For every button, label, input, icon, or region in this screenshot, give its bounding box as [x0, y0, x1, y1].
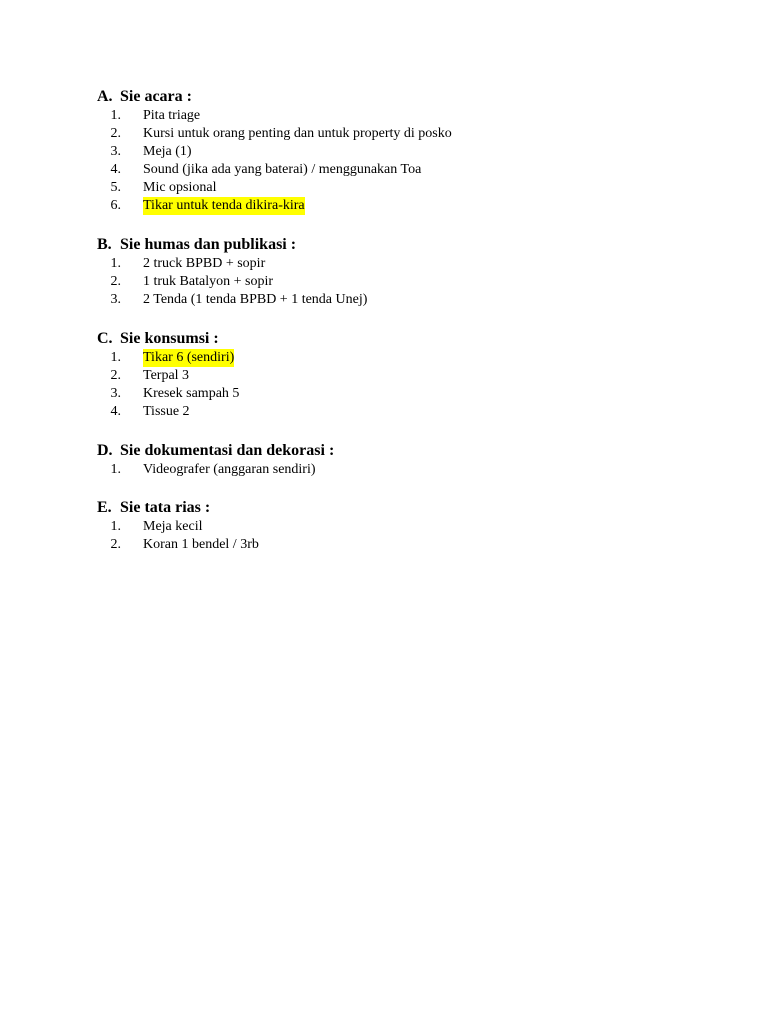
list-item	[97, 385, 717, 403]
list-item	[97, 518, 717, 536]
section-title: Sie dokumentasi dan dekorasi :	[120, 442, 335, 459]
item-text: Mic opsional	[143, 180, 217, 195]
section-sie-acara	[97, 87, 717, 215]
item-text: Terpal 3	[143, 368, 190, 383]
list-item	[97, 255, 717, 273]
item-number: 5.	[110, 180, 121, 195]
item-text: Pita triage	[143, 108, 201, 123]
section-heading	[97, 329, 717, 349]
list-item	[97, 179, 717, 197]
list-item	[97, 107, 717, 125]
section-title: Sie humas dan publikasi :	[120, 236, 297, 253]
list-item	[97, 161, 717, 179]
item-number: 1.	[110, 519, 121, 534]
section-sie-tata-rias	[97, 498, 717, 554]
section-heading	[97, 87, 717, 107]
item-text: 2 truck BPBD + sopir	[143, 256, 266, 271]
item-number: 6.	[110, 198, 121, 213]
item-number: 1.	[110, 108, 121, 123]
item-text: Meja (1)	[143, 144, 192, 159]
item-text: Meja kecil	[143, 519, 203, 534]
item-number: 1.	[110, 350, 121, 365]
item-text-highlighted: Tikar 6 (sendiri)	[143, 350, 235, 365]
section-letter: E.	[97, 499, 112, 516]
section-title: Sie tata rias :	[120, 499, 211, 516]
item-number: 4.	[110, 404, 121, 419]
list-item	[97, 197, 717, 215]
item-number: 3.	[110, 144, 121, 159]
section-heading	[97, 441, 717, 461]
section-heading	[97, 498, 717, 518]
list-item	[97, 273, 717, 291]
item-list	[97, 255, 717, 309]
item-number: 3.	[110, 386, 121, 401]
item-text: 2 Tenda (1 tenda BPBD + 1 tenda Unej)	[143, 292, 368, 307]
item-list	[97, 107, 717, 215]
list-item	[97, 461, 717, 479]
item-text: Tissue 2	[143, 404, 190, 419]
item-number: 2.	[110, 537, 121, 552]
section-sie-konsumsi	[97, 329, 717, 421]
item-text: Kresek sampah 5	[143, 386, 240, 401]
section-letter: A.	[97, 88, 113, 105]
section-letter: D.	[97, 442, 113, 459]
item-number: 1.	[110, 256, 121, 271]
item-list	[97, 518, 717, 554]
section-heading	[97, 235, 717, 255]
section-letter: C.	[97, 330, 113, 347]
item-number: 2.	[110, 368, 121, 383]
item-list	[97, 349, 717, 421]
item-text: Videografer (anggaran sendiri)	[143, 462, 316, 477]
item-list	[97, 461, 717, 479]
list-item	[97, 349, 717, 367]
item-number: 4.	[110, 162, 121, 177]
list-item	[97, 536, 717, 554]
item-text: Koran 1 bendel / 3rb	[143, 537, 259, 552]
list-item	[97, 367, 717, 385]
section-letter: B.	[97, 236, 112, 253]
item-number: 2.	[110, 126, 121, 141]
item-number: 1.	[110, 462, 121, 477]
list-item	[97, 291, 717, 309]
list-item	[97, 403, 717, 421]
section-sie-humas	[97, 235, 717, 309]
item-number: 2.	[110, 274, 121, 289]
section-title: Sie acara :	[120, 88, 192, 105]
list-item	[97, 125, 717, 143]
item-text: 1 truk Batalyon + sopir	[143, 274, 273, 289]
item-text: Kursi untuk orang penting dan untuk property di posko	[143, 126, 452, 141]
section-title: Sie konsumsi :	[120, 330, 219, 347]
section-sie-dokumentasi	[97, 441, 717, 479]
list-item	[97, 143, 717, 161]
item-text-highlighted: Tikar untuk tenda dikira-kira	[143, 198, 305, 213]
item-number: 3.	[110, 292, 121, 307]
item-text: Sound (jika ada yang baterai) / menggunakan Toa	[143, 162, 422, 177]
